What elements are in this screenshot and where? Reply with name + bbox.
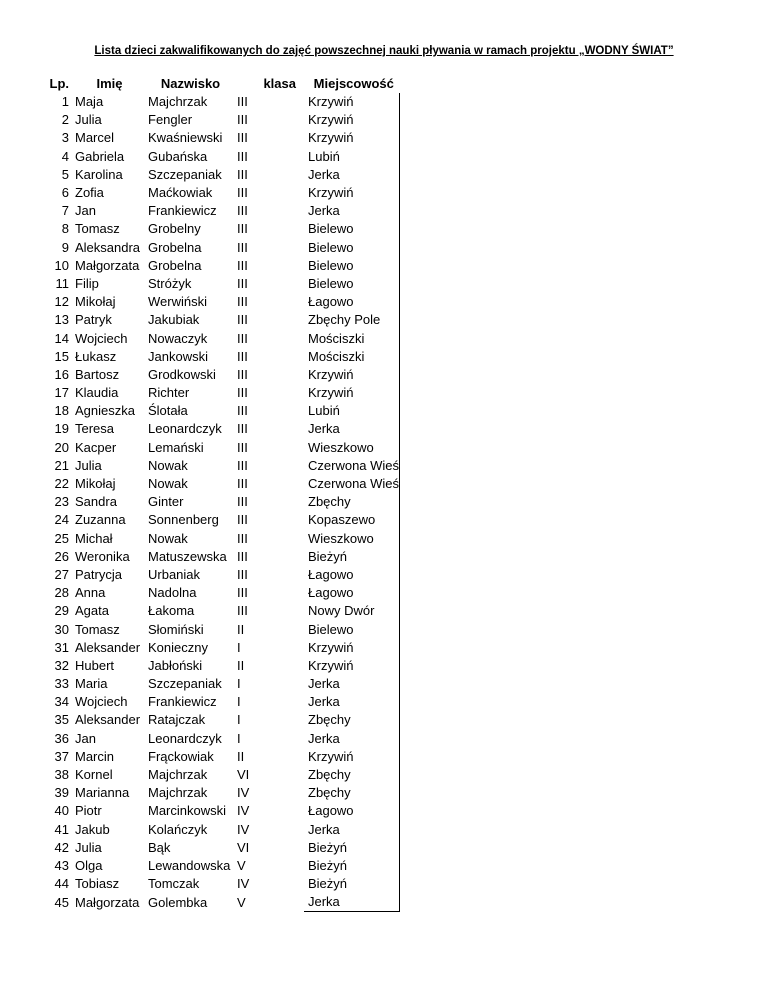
table-row [42, 530, 400, 548]
cell-imie: Mikołaj [75, 476, 116, 492]
cell-nazwisko: Werwiński [148, 294, 207, 310]
cell-klasa: III [237, 185, 248, 201]
cell-nazwisko: Stróżyk [148, 275, 192, 291]
cell-imie: Mikołaj [75, 294, 116, 310]
table-row [42, 821, 400, 839]
cell-lp: 9 [61, 239, 69, 255]
table-row [42, 166, 400, 184]
cell-lp: 37 [54, 748, 69, 764]
cell-imie: Karolina [75, 166, 123, 182]
cell-nazwisko: Leonardczyk [148, 730, 222, 746]
cell-miejscowosc: Lubiń [304, 148, 400, 166]
cell-nazwisko: Gubańska [148, 148, 208, 164]
cell-nazwisko: Frankiewicz [148, 694, 217, 710]
cell-klasa: III [237, 130, 248, 146]
cell-imie: Klaudia [75, 385, 119, 401]
cell-nazwisko: Richter [148, 385, 190, 401]
table-row [42, 257, 400, 275]
table-row [42, 584, 400, 602]
cell-miejscowosc: Jerka [304, 420, 400, 438]
cell-lp: 25 [54, 530, 69, 546]
cell-imie: Małgorzata [75, 894, 140, 910]
cell-miejscowosc: Jerka [304, 166, 400, 184]
cell-imie: Kacper [75, 439, 117, 455]
cell-imie: Michał [75, 530, 113, 546]
cell-miejscowosc: Lubiń [304, 402, 400, 420]
table-row [42, 93, 400, 111]
cell-miejscowosc: Kopaszewo [304, 511, 400, 529]
cell-lp: 34 [54, 694, 69, 710]
cell-lp: 41 [54, 821, 69, 837]
cell-miejscowosc: Bielewo [304, 275, 400, 293]
cell-nazwisko: Nowak [148, 530, 188, 546]
cell-nazwisko: Lemański [148, 439, 204, 455]
cell-nazwisko: Kolańczyk [148, 821, 208, 837]
cell-imie: Julia [75, 457, 102, 473]
cell-imie: Gabriela [75, 148, 125, 164]
cell-lp: 2 [61, 112, 69, 128]
cell-imie: Olga [75, 857, 103, 873]
cell-nazwisko: Słomiński [148, 621, 204, 637]
cell-imie: Filip [75, 275, 99, 291]
table-row [42, 202, 400, 220]
table-row [42, 602, 400, 620]
cell-nazwisko: Majchrzak [148, 767, 208, 783]
cell-miejscowosc: Krzywiń [304, 111, 400, 129]
cell-nazwisko: Grobelna [148, 257, 202, 273]
cell-imie: Aleksander [75, 639, 141, 655]
cell-klasa: IV [237, 821, 250, 837]
cell-klasa: III [237, 239, 248, 255]
cell-imie: Jakub [75, 821, 110, 837]
cell-miejscowosc: Czerwona Wieś [304, 457, 400, 475]
cell-lp: 23 [54, 494, 69, 510]
table-row [42, 420, 400, 438]
cell-lp: 38 [54, 767, 69, 783]
cell-nazwisko: Nowak [148, 457, 188, 473]
cell-klasa: III [237, 512, 248, 528]
cell-nazwisko: Fengler [148, 112, 193, 128]
cell-klasa: III [237, 548, 248, 564]
cell-klasa: II [237, 748, 245, 764]
cell-lp: 27 [54, 566, 69, 582]
cell-klasa: I [237, 676, 241, 692]
cell-miejscowosc: Krzywiń [304, 657, 400, 675]
table-row [42, 893, 400, 912]
cell-miejscowosc: Krzywiń [304, 639, 400, 657]
cell-klasa: III [237, 221, 248, 237]
cell-klasa: III [237, 530, 248, 546]
cell-klasa: II [237, 621, 245, 637]
cell-miejscowosc: Krzywiń [304, 384, 400, 402]
cell-miejscowosc: Bieżyń [304, 839, 400, 857]
cell-miejscowosc: Krzywiń [304, 748, 400, 766]
cell-miejscowosc: Jerka [304, 893, 400, 912]
cell-imie: Tomasz [75, 621, 120, 637]
cell-nazwisko: Grobelna [148, 239, 202, 255]
table-row [42, 748, 400, 766]
cell-imie: Łukasz [75, 348, 117, 364]
cell-lp: 24 [54, 512, 69, 528]
table-row [42, 693, 400, 711]
cell-klasa: III [237, 275, 248, 291]
cell-miejscowosc: Łagowo [304, 802, 400, 820]
cell-miejscowosc: Bieżyń [304, 857, 400, 875]
cell-miejscowosc: Krzywiń [304, 184, 400, 202]
cell-klasa: I [237, 712, 241, 728]
table-row [42, 184, 400, 202]
table-row [42, 566, 400, 584]
cell-miejscowosc: Zbęchy [304, 766, 400, 784]
cell-imie: Teresa [75, 421, 115, 437]
table-row [42, 511, 400, 529]
table-row [42, 548, 400, 566]
document-title: Lista dzieci zakwalifikowanych do zajęć powszechnej nauki pływania w ramach projektu „WODNY ŚWIAT” [94, 45, 674, 57]
table-row [42, 475, 400, 493]
cell-lp: 18 [54, 403, 69, 419]
cell-lp: 19 [54, 421, 69, 437]
cell-lp: 6 [61, 185, 69, 201]
cell-nazwisko: Nadolna [148, 585, 197, 601]
cell-miejscowosc: Jerka [304, 821, 400, 839]
cell-klasa: I [237, 730, 241, 746]
cell-miejscowosc: Jerka [304, 675, 400, 693]
cell-miejscowosc: Łagowo [304, 293, 400, 311]
cell-klasa: III [237, 439, 248, 455]
cell-nazwisko: Lewandowska [148, 857, 231, 873]
cell-klasa: III [237, 457, 248, 473]
header-miejscowosc: Miejscowość [313, 76, 394, 91]
cell-nazwisko: Ginter [148, 494, 184, 510]
cell-nazwisko: Jakubiak [148, 312, 200, 328]
cell-lp: 16 [54, 366, 69, 382]
cell-lp: 5 [61, 166, 69, 182]
cell-klasa: III [237, 148, 248, 164]
cell-miejscowosc: Bielewo [304, 220, 400, 238]
cell-imie: Bartosz [75, 366, 120, 382]
cell-klasa: III [237, 403, 248, 419]
table-row [42, 657, 400, 675]
cell-lp: 15 [54, 348, 69, 364]
cell-nazwisko: Frąckowiak [148, 748, 214, 764]
table-row [42, 148, 400, 166]
cell-klasa: III [237, 566, 248, 582]
cell-klasa: III [237, 476, 248, 492]
header-klasa: klasa [263, 76, 296, 91]
cell-lp: 26 [54, 548, 69, 564]
cell-imie: Jan [75, 203, 96, 219]
cell-lp: 29 [54, 603, 69, 619]
cell-imie: Julia [75, 839, 102, 855]
cell-nazwisko: Szczepaniak [148, 676, 222, 692]
cell-imie: Tobiasz [75, 876, 120, 892]
cell-nazwisko: Jabłoński [148, 657, 203, 673]
cell-imie: Agata [75, 603, 109, 619]
cell-imie: Marianna [75, 785, 130, 801]
cell-klasa: IV [237, 803, 250, 819]
table-row [42, 402, 400, 420]
table-row [42, 220, 400, 238]
cell-nazwisko: Ślotała [148, 403, 188, 419]
cell-lp: 1 [61, 94, 69, 110]
cell-lp: 31 [54, 639, 69, 655]
cell-lp: 39 [54, 785, 69, 801]
table-row [42, 802, 400, 820]
cell-lp: 20 [54, 439, 69, 455]
cell-miejscowosc: Krzywiń [304, 93, 400, 111]
cell-miejscowosc: Bieżyń [304, 875, 400, 893]
table-row [42, 129, 400, 147]
cell-miejscowosc: Bielewo [304, 239, 400, 257]
cell-klasa: II [237, 657, 245, 673]
cell-nazwisko: Ratajczak [148, 712, 206, 728]
cell-lp: 32 [54, 657, 69, 673]
cell-miejscowosc: Bielewo [304, 257, 400, 275]
cell-lp: 12 [54, 294, 69, 310]
cell-lp: 8 [61, 221, 69, 237]
cell-miejscowosc: Jerka [304, 730, 400, 748]
cell-imie: Aleksander [75, 712, 141, 728]
cell-klasa: III [237, 366, 248, 382]
cell-klasa: V [237, 857, 246, 873]
cell-nazwisko: Urbaniak [148, 566, 201, 582]
cell-miejscowosc: Nowy Dwór [304, 602, 400, 620]
table-body [42, 93, 400, 912]
cell-lp: 21 [54, 457, 69, 473]
cell-lp: 7 [61, 203, 69, 219]
cell-imie: Patryk [75, 312, 112, 328]
cell-imie: Zuzanna [75, 512, 126, 528]
cell-nazwisko: Marcinkowski [148, 803, 227, 819]
cell-klasa: III [237, 112, 248, 128]
cell-nazwisko: Majchrzak [148, 94, 208, 110]
cell-miejscowosc: Czerwona Wieś [304, 475, 400, 493]
cell-klasa: III [237, 94, 248, 110]
table-row [42, 766, 400, 784]
cell-miejscowosc: Łagowo [304, 566, 400, 584]
cell-nazwisko: Kwaśniewski [148, 130, 223, 146]
cell-klasa: III [237, 330, 248, 346]
cell-klasa: III [237, 166, 248, 182]
cell-miejscowosc: Wieszkowo [304, 530, 400, 548]
cell-imie: Anna [75, 585, 106, 601]
table-row [42, 620, 400, 638]
cell-miejscowosc: Mościszki [304, 329, 400, 347]
cell-nazwisko: Golembka [148, 894, 208, 910]
table-row [42, 348, 400, 366]
cell-imie: Zofia [75, 185, 104, 201]
cell-nazwisko: Frankiewicz [148, 203, 217, 219]
cell-nazwisko: Konieczny [148, 639, 208, 655]
cell-miejscowosc: Zbęchy [304, 784, 400, 802]
header-row [42, 75, 400, 93]
cell-miejscowosc: Łagowo [304, 584, 400, 602]
cell-klasa: IV [237, 785, 250, 801]
cell-miejscowosc: Jerka [304, 693, 400, 711]
cell-miejscowosc: Zbęchy [304, 493, 400, 511]
cell-imie: Weronika [75, 548, 130, 564]
table-header [42, 75, 400, 93]
header-imie: Imię [96, 76, 123, 91]
cell-lp: 36 [54, 730, 69, 746]
cell-lp: 43 [54, 857, 69, 873]
cell-klasa: VI [237, 839, 250, 855]
table-row [42, 293, 400, 311]
table-row [42, 711, 400, 729]
cell-klasa: III [237, 294, 248, 310]
cell-imie: Sandra [75, 494, 117, 510]
cell-miejscowosc: Zbęchy [304, 711, 400, 729]
cell-nazwisko: Jankowski [148, 348, 208, 364]
cell-klasa: VI [237, 767, 250, 783]
cell-lp: 14 [54, 330, 69, 346]
cell-nazwisko: Łakoma [148, 603, 195, 619]
table-row [42, 311, 400, 329]
table-row [42, 857, 400, 875]
cell-nazwisko: Szczepaniak [148, 166, 222, 182]
cell-imie: Wojciech [75, 694, 128, 710]
table-row [42, 839, 400, 857]
cell-miejscowosc: Krzywiń [304, 366, 400, 384]
cell-imie: Marcin [75, 748, 115, 764]
cell-imie: Maria [75, 676, 108, 692]
table-row [42, 111, 400, 129]
cell-miejscowosc: Bieżyń [304, 548, 400, 566]
cell-miejscowosc: Jerka [304, 202, 400, 220]
cell-imie: Kornel [75, 767, 113, 783]
table-row [42, 329, 400, 347]
cell-imie: Julia [75, 112, 102, 128]
table-row [42, 457, 400, 475]
cell-klasa: III [237, 585, 248, 601]
table-row [42, 784, 400, 802]
cell-nazwisko: Tomczak [148, 876, 200, 892]
cell-imie: Jan [75, 730, 96, 746]
cell-imie: Małgorzata [75, 257, 140, 273]
cell-lp: 33 [54, 676, 69, 692]
cell-nazwisko: Grobelny [148, 221, 201, 237]
cell-klasa: III [237, 385, 248, 401]
cell-lp: 30 [54, 621, 69, 637]
cell-lp: 11 [55, 275, 69, 291]
cell-klasa: III [237, 203, 248, 219]
cell-nazwisko: Nowak [148, 476, 188, 492]
cell-lp: 22 [54, 476, 69, 492]
cell-klasa: I [237, 694, 241, 710]
table-row [42, 875, 400, 893]
cell-lp: 17 [54, 385, 69, 401]
cell-klasa: III [237, 312, 248, 328]
cell-imie: Agnieszka [75, 403, 135, 419]
table-row [42, 275, 400, 293]
cell-imie: Hubert [75, 657, 115, 673]
cell-nazwisko: Majchrzak [148, 785, 208, 801]
table-row [42, 384, 400, 402]
table-row [42, 493, 400, 511]
cell-imie: Tomasz [75, 221, 120, 237]
cell-lp: 42 [54, 839, 69, 855]
cell-imie: Aleksandra [75, 239, 141, 255]
cell-nazwisko: Sonnenberg [148, 512, 219, 528]
cell-klasa: III [237, 603, 248, 619]
header-lp: Lp. [49, 76, 69, 91]
cell-lp: 10 [54, 257, 69, 273]
cell-klasa: III [237, 348, 248, 364]
table-row [42, 239, 400, 257]
cell-klasa: III [237, 421, 248, 437]
cell-nazwisko: Bąk [148, 839, 171, 855]
cell-lp: 35 [54, 712, 69, 728]
cell-nazwisko: Leonardczyk [148, 421, 222, 437]
cell-lp: 45 [54, 894, 69, 910]
table-row [42, 439, 400, 457]
children-list-table [42, 75, 400, 912]
cell-miejscowosc: Bielewo [304, 620, 400, 638]
cell-nazwisko: Grodkowski [148, 366, 216, 382]
cell-nazwisko: Matuszewska [148, 548, 227, 564]
cell-miejscowosc: Wieszkowo [304, 439, 400, 457]
cell-klasa: V [237, 894, 246, 910]
table-row [42, 675, 400, 693]
cell-klasa: III [237, 494, 248, 510]
cell-imie: Wojciech [75, 330, 128, 346]
cell-miejscowosc: Krzywiń [304, 129, 400, 147]
table-row [42, 366, 400, 384]
cell-imie: Maja [75, 94, 104, 110]
cell-nazwisko: Maćkowiak [148, 185, 213, 201]
cell-lp: 4 [61, 148, 69, 164]
cell-lp: 28 [54, 585, 69, 601]
cell-lp: 3 [61, 130, 69, 146]
cell-imie: Piotr [75, 803, 102, 819]
cell-lp: 13 [54, 312, 69, 328]
cell-klasa: IV [237, 876, 250, 892]
table-row [42, 639, 400, 657]
cell-imie: Marcel [75, 130, 115, 146]
table-row [42, 730, 400, 748]
cell-imie: Patrycja [75, 566, 122, 582]
header-nazwisko: Nazwisko [160, 76, 221, 91]
cell-klasa: I [237, 639, 241, 655]
cell-miejscowosc: Mościszki [304, 348, 400, 366]
cell-klasa: III [237, 257, 248, 273]
cell-lp: 40 [54, 803, 69, 819]
cell-lp: 44 [54, 876, 69, 892]
cell-miejscowosc: Zbęchy Pole [304, 311, 400, 329]
cell-nazwisko: Nowaczyk [148, 330, 208, 346]
